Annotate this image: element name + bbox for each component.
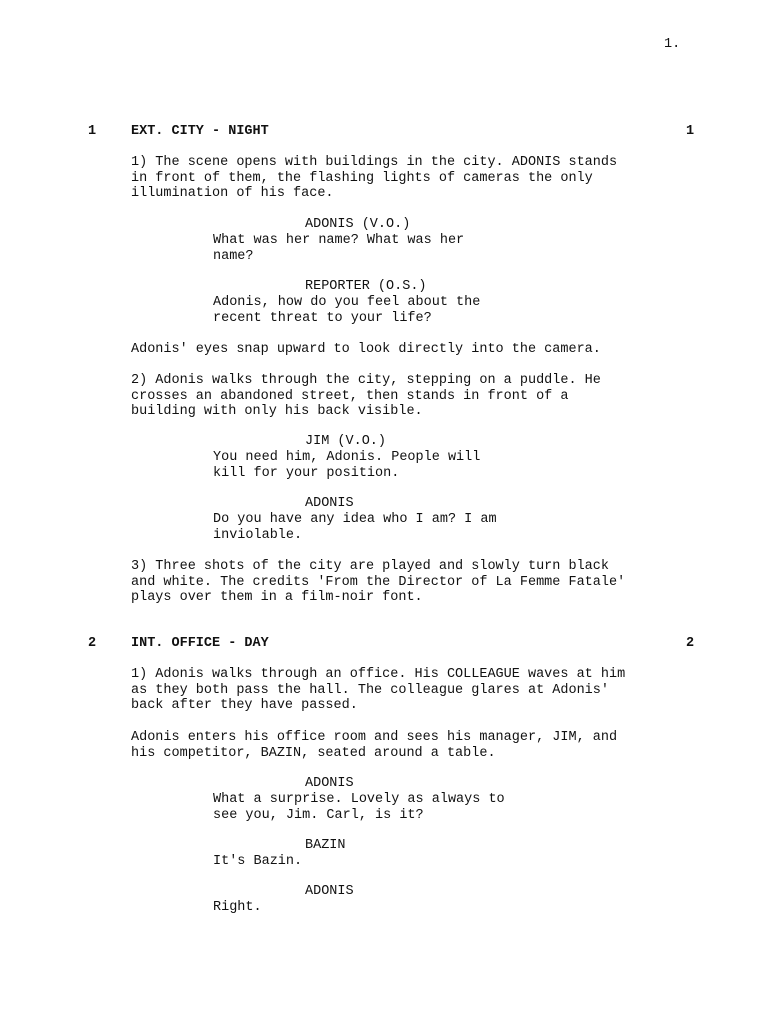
- scene-slugline: INT. OFFICE - DAY: [131, 636, 269, 651]
- scene-number-right: 2: [686, 636, 695, 651]
- page-number: 1.: [664, 37, 681, 52]
- action-block: 1) Adonis walks through an office. His COLLEAGUE waves at him as they both pass the hall. The colleague glares at Adonis' back after they have passed.: [131, 667, 626, 713]
- scene-heading-2: [0, 636, 768, 652]
- dialogue-block: Do you have any idea who I am? I am inviolable.: [213, 512, 497, 543]
- scene-number-left: 2: [88, 636, 97, 651]
- character-cue: ADONIS: [305, 776, 354, 791]
- scene-slugline: EXT. CITY - NIGHT: [131, 124, 269, 139]
- character-cue: REPORTER (O.S.): [305, 279, 427, 294]
- dialogue-block: You need him, Adonis. People will kill for your position.: [213, 450, 481, 481]
- action-block: 1) The scene opens with buildings in the city. ADONIS stands in front of them, the flashing lights of cameras the only illumination of his face.: [131, 155, 618, 201]
- character-cue: ADONIS: [305, 496, 354, 511]
- scene-number-right: 1: [686, 124, 695, 139]
- action-block: Adonis' eyes snap upward to look directly into the camera.: [131, 342, 601, 357]
- dialogue-block: What was her name? What was her name?: [213, 233, 465, 264]
- character-cue: ADONIS (V.O.): [305, 217, 411, 232]
- action-block: 3) Three shots of the city are played and slowly turn black and white. The credits 'From the Director of La Femme Fatale' plays over them in a film-noir font.: [131, 559, 626, 605]
- scene-heading-1: [0, 124, 768, 140]
- dialogue-block: Right.: [213, 900, 262, 915]
- dialogue-block: It's Bazin.: [213, 854, 303, 869]
- action-block: 2) Adonis walks through the city, stepping on a puddle. He crosses an abandoned street, then stands in front of a building with only his back visible.: [131, 373, 601, 419]
- character-cue: ADONIS: [305, 884, 354, 899]
- dialogue-block: Adonis, how do you feel about the recent threat to your life?: [213, 295, 481, 326]
- dialogue-block: What a surprise. Lovely as always to see you, Jim. Carl, is it?: [213, 792, 505, 823]
- scene-number-left: 1: [88, 124, 97, 139]
- character-cue: JIM (V.O.): [305, 434, 387, 449]
- character-cue: BAZIN: [305, 838, 346, 853]
- action-block: Adonis enters his office room and sees his manager, JIM, and his competitor, BAZIN, seated around a table.: [131, 730, 618, 761]
